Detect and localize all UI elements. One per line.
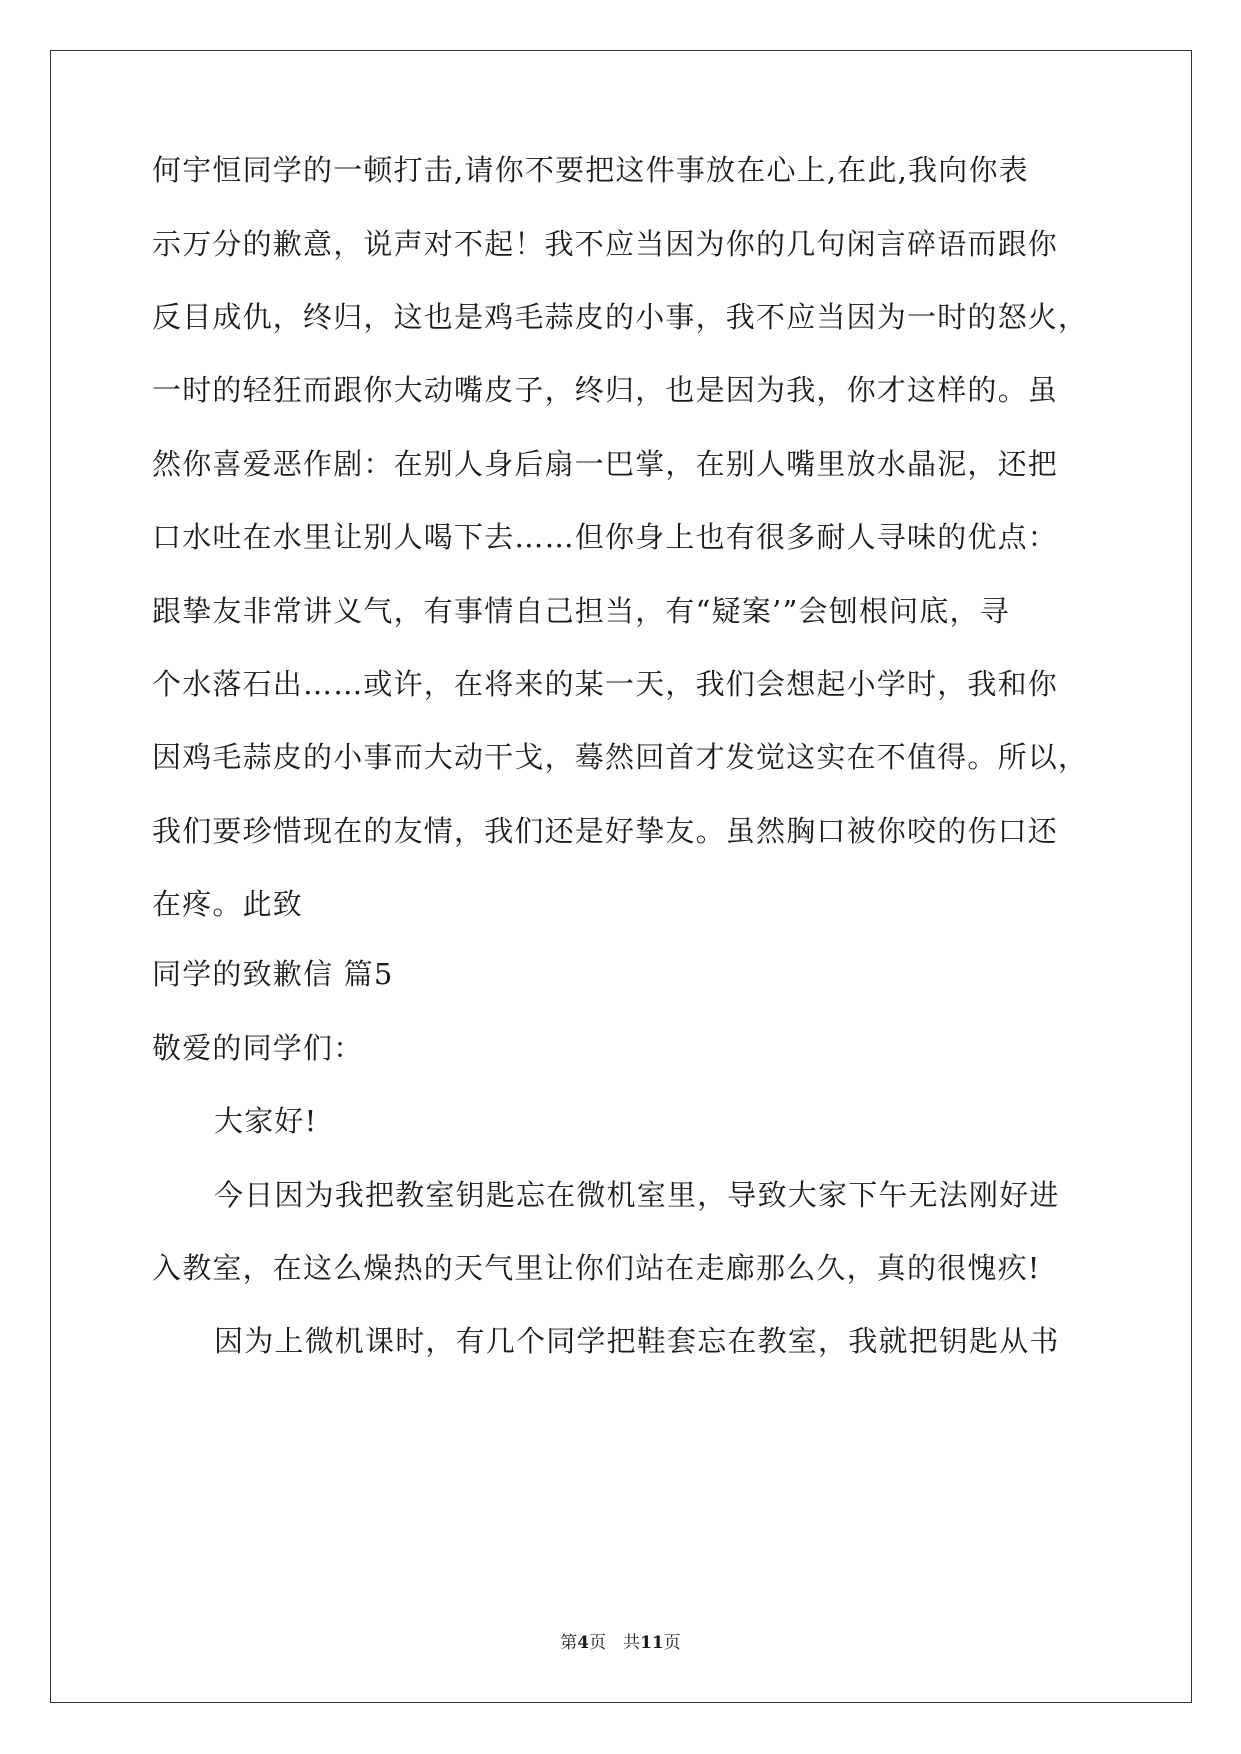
total-page-number: 11 <box>640 1633 664 1653</box>
body-line: 我们要珍惜现在的友情，我们还是好挚友。虽然胸口被你咬的伤口还 <box>152 814 1059 848</box>
body-line: 示万分的歉意，说声对不起！我不应当因为你的几句闲言碎语而跟你 <box>152 227 1059 261</box>
paragraph-line: 因为上微机课时，有几个同学把鞋套忘在教室，我就把钥匙从书 <box>214 1324 1060 1358</box>
footer-mid: 页 共 <box>589 1633 641 1653</box>
body-line: 口水吐在水里让别人喝下去……但你身上也有很多耐人寻味的优点： <box>152 520 1059 554</box>
body-line: 何宇恒同学的一顿打击,请你不要把这件事放在心上,在此,我向你表 <box>152 153 1029 187</box>
body-line: 反目成仇，终归，这也是鸡毛蒜皮的小事，我不应当因为一时的怒火， <box>152 300 1089 334</box>
body-line: 在疼。此致 <box>152 887 304 921</box>
page-number-footer <box>0 1633 1241 1653</box>
page-border <box>50 50 1192 1703</box>
salutation: 敬爱的同学们： <box>152 1031 364 1065</box>
body-line: 然你喜爱恶作剧：在别人身后扇一巴掌，在别人嘴里放水晶泥，还把 <box>152 447 1059 481</box>
section-title: 同学的致歉信 篇5 <box>152 957 394 991</box>
greeting: 大家好! <box>214 1104 318 1138</box>
body-line: 因鸡毛蒜皮的小事而大动干戈，蓦然回首才发觉这实在不值得。所以， <box>152 740 1089 774</box>
body-line: 个水落石出……或许，在将来的某一天，我们会想起小学时，我和你 <box>152 667 1059 701</box>
paragraph-line: 今日因为我把教室钥匙忘在微机室里，导致大家下午无法刚好进 <box>214 1178 1060 1212</box>
current-page-number: 4 <box>577 1633 590 1653</box>
footer-prefix: 第 <box>560 1633 578 1653</box>
body-line: 跟挚友非常讲义气，有事情自己担当，有“疑案’”会刨根问底，寻 <box>152 594 1010 628</box>
body-line: 一时的轻狂而跟你大动嘴皮子，终归，也是因为我，你才这样的。虽 <box>152 373 1059 407</box>
footer-suffix: 页 <box>663 1633 681 1653</box>
paragraph-line: 入教室，在这么燥热的天气里让你们站在走廊那么久，真的很愧疚! <box>152 1251 1041 1285</box>
